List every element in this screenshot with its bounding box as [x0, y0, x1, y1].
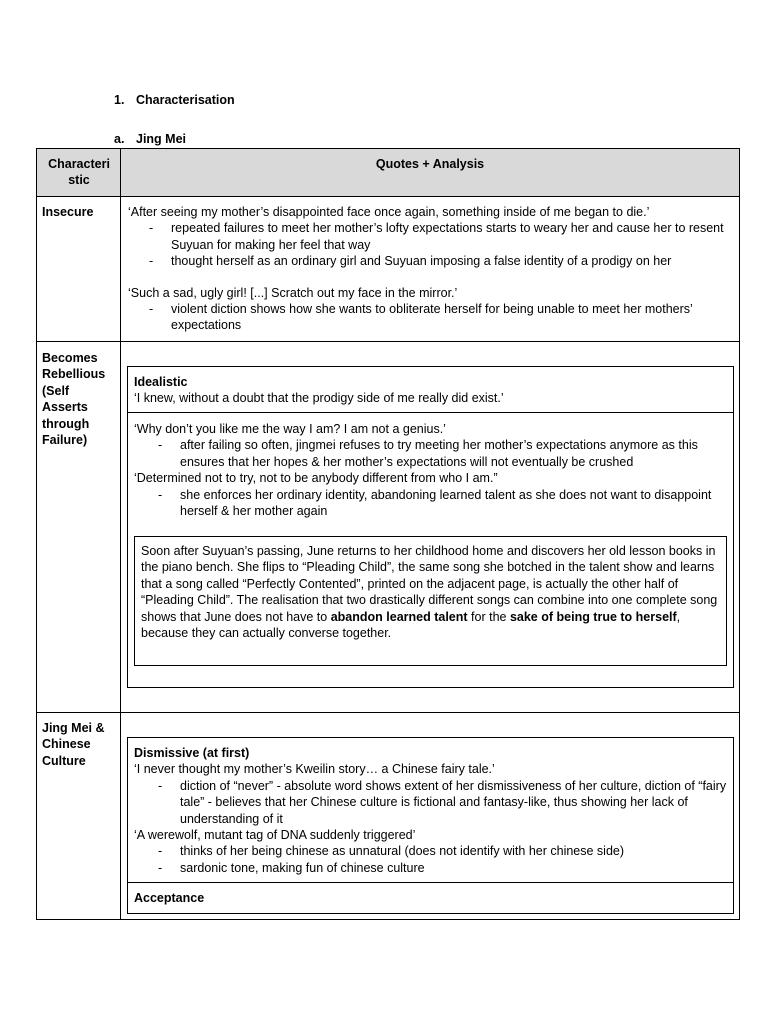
row-divider: [36, 341, 740, 342]
idealistic-title: Idealistic: [134, 375, 188, 389]
subsection-heading: a. Jing Mei: [114, 132, 187, 146]
section-heading: 1. Characterisation: [114, 93, 235, 107]
row-divider: [36, 196, 740, 197]
row-label-insecure: Insecure: [42, 205, 94, 219]
quote: ‘I never thought my mother’s Kweilin story… a Chinese fairy tale.’: [134, 762, 495, 777]
analysis-bullet: - she enforces her ordinary identity, abandoning learned talent as she does not want to disappoint herself & her mother again: [158, 487, 712, 519]
analysis-bullet: - repeated failures to meet her mother’s lofty expectations starts to weary her and cause her to resent Suyuan for making her feel that way: [149, 221, 724, 252]
analysis-bullet: - thinks of her being chinese as unnatural (does not identify with her chinese side): [158, 844, 625, 859]
analysis-bullet: - thought herself as an ordinary girl and Suyuan imposing a false identity of a prodigy on her: [149, 254, 672, 269]
column-divider: [120, 149, 121, 919]
rebellious-quotes: [134, 421, 728, 519]
box-divider: [128, 882, 733, 883]
insecure-content: [128, 204, 730, 334]
row-label-culture: Jing Mei & Chinese Culture: [42, 721, 105, 768]
analysis-bullet: - diction of “never” - absolute word shows extent of her dismissiveness of her culture, diction of “fairy tale” - believes that her Chinese culture is fictional and fantasy-like, thus showing her lack of understanding of it: [158, 778, 727, 826]
quote: ‘Determined not to try, not to be anybody different from who I am.”: [134, 471, 498, 486]
box-divider: [128, 412, 733, 413]
quote: ‘Such a sad, ugly girl! [...] Scratch out my face in the mirror.’: [128, 285, 458, 300]
quote: ‘A werewolf, mutant tag of DNA suddenly triggered’: [134, 828, 416, 843]
summary-paragraph: Soon after Suyuan’s passing, June returns to her childhood home and discovers her old lesson books in the piano bench. She flips to “Pleading Child”, the same song she botched in the talent show and learns that a song called “Perfectly Contented”, printed on the adjacent page, is actually the other half of “Pleading Child”. The realisation that two drastically different songs can combine into one complete song shows that June does not have to abandon learned talent for the sake of being true to herself, because they can actually converse together.: [141, 544, 718, 641]
quote: ‘I knew, without a doubt that the prodigy side of me really did exist.’: [134, 391, 504, 406]
column-header-characteristic: Characteri stic: [48, 157, 110, 188]
quote: ‘After seeing my mother’s disappointed face once again, something inside of me began to die.’: [128, 205, 650, 219]
analysis-bullet: - after failing so often, jingmei refuses to try meeting her mother’s expectations anymore as this ensures that her hopes & her mother’s expectations will not eventually be crushed: [158, 438, 698, 469]
dismissive-section: [134, 745, 728, 876]
idealistic-section: [134, 374, 728, 407]
acceptance-title: Acceptance: [134, 891, 205, 905]
row-divider: [36, 712, 740, 713]
dismissive-title: Dismissive (at first): [134, 746, 250, 760]
analysis-bullet: - violent diction shows how she wants to obliterate herself for being unable to meet her mothers’ expectations: [149, 302, 693, 333]
column-header-quotes: Quotes + Analysis: [375, 157, 485, 171]
analysis-bullet: - sardonic tone, making fun of chinese culture: [158, 860, 425, 875]
row-label-rebellious: Becomes Rebellious (Self Asserts through Failure): [42, 351, 106, 448]
quote: ‘Why don’t you like me the way I am? I am not a genius.’: [134, 422, 446, 436]
